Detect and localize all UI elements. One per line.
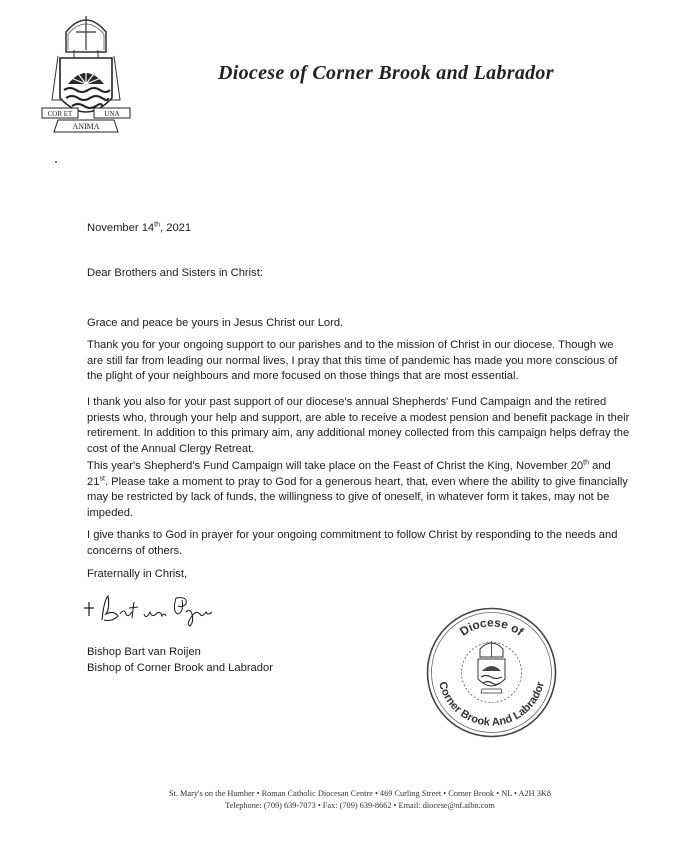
footer-address: St. Mary's on the Humber • Roman Catholic Diocesan Centre • 469 Curling Street • Corner Brook • NL • A2H 3K8 bbox=[168, 789, 552, 798]
diocese-seal-stamp bbox=[424, 605, 559, 740]
svg-text:Diocese of: Diocese of bbox=[457, 615, 527, 639]
diocese-crest-logo bbox=[38, 10, 134, 140]
letterhead-title: Diocese of Corner Brook and Labrador bbox=[218, 62, 554, 84]
letter-salutation: Dear Brothers and Sisters in Christ: bbox=[87, 267, 263, 279]
signer-name: Bishop Bart van Roijen bbox=[87, 646, 201, 658]
letter-closing: Fraternally in Christ, bbox=[87, 568, 188, 580]
paragraph-shepherds-fund: I thank you also for your past support of our diocese's annual Shepherds' Fund Campaign and the retired priests who, through your help and support, are able to receive a modest pension and benefit package in their retirement. In addition to this primary aim, any additional money collected from this campaign helps defray the cost of the Annual Clergy Retreat. bbox=[87, 396, 630, 455]
paragraph-greeting: Grace and peace be yours in Jesus Christ our Lord. bbox=[87, 317, 344, 329]
handwritten-signature bbox=[80, 590, 220, 630]
paragraph-prayer: I give thanks to God in prayer for your ongoing commitment to follow Christ by responding to the needs and concerns of others. bbox=[87, 529, 618, 557]
signer-title: Bishop of Corner Brook and Labrador bbox=[87, 662, 273, 674]
svg-text:COR ET: COR ET bbox=[47, 110, 73, 118]
paragraph-thanks: Thank you for your ongoing support to our parishes and to the mission of Christ in our diocese. Though we are still far from leading our normal lives, I pray that this time of pandemic has made you more conscious of the plight of your neighbours and more focused on those things that are most essential. bbox=[87, 339, 618, 383]
paragraph-campaign-dates: This year's Shepherd's Fund Campaign will take place on the Feast of Christ the King, November 20th and 21st. Please take a moment to pray to God for a generous heart, that, even where the ability to give financially may be restricted by lack of funds, the willingness to give of oneself, in whatever form it takes, may not be impeded. bbox=[87, 459, 628, 519]
scan-speck bbox=[55, 161, 57, 163]
svg-text:ANIMA: ANIMA bbox=[72, 122, 100, 131]
letter-date: November 14th, 2021 bbox=[87, 221, 192, 234]
footer-contact: Telephone: (709) 639-7073 • Fax: (709) 639-8662 • Email: diocese@nf.aibn.com bbox=[225, 801, 495, 810]
svg-text:UNA: UNA bbox=[104, 110, 120, 118]
svg-text:Corner Brook And Labrador: Corner Brook And Labrador bbox=[436, 680, 547, 729]
